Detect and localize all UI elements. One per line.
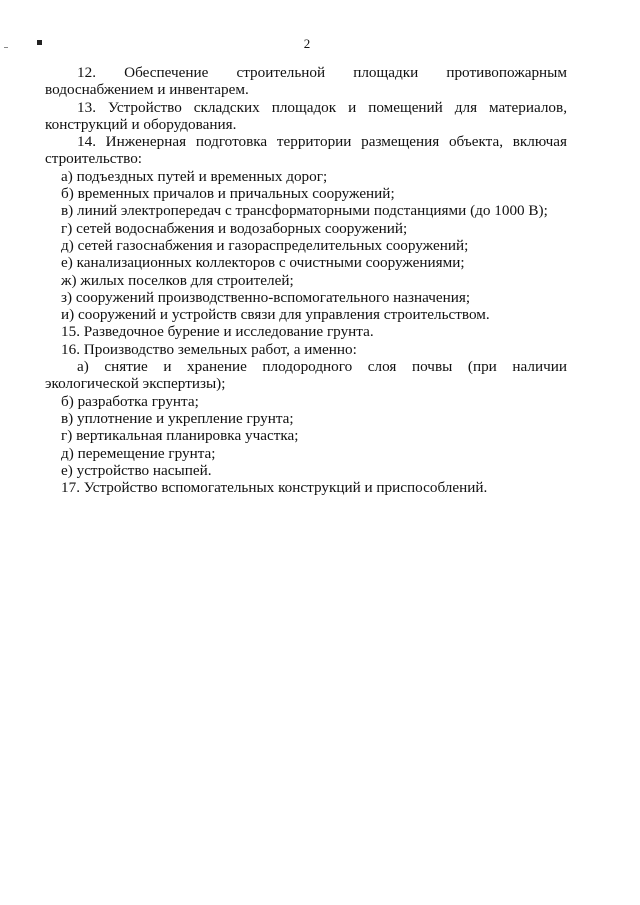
paragraph-17: 17. Устройство вспомогательных конструкций и приспособлений. — [61, 479, 488, 497]
list-item: е) канализационных коллекторов с очистными сооружениями; — [61, 254, 465, 272]
list-item: в) уплотнение и укрепление грунта; — [61, 409, 294, 427]
list-item: д) сетей газоснабжения и газораспределительных сооружений; — [61, 236, 469, 254]
list-item: и) сооружений и устройств связи для управления строительством. — [61, 306, 490, 324]
list-item: ж) жилых поселков для строителей; — [61, 271, 294, 289]
list-item: в) линий электропередач с трансформаторными подстанциями (до 1000 В); — [61, 202, 548, 220]
document-body — [45, 64, 567, 496]
list-item: б) временных причалов и причальных сооружений; — [61, 185, 395, 203]
list-item: б) разработка грунта; — [61, 392, 199, 410]
page-number: 2 — [303, 36, 311, 51]
paragraph-16: 16. Производство земельных работ, а именно: — [61, 340, 357, 358]
list-item: а) снятие и хранение плодородного слоя почвы (при наличии экологической экспертизы); — [45, 358, 567, 393]
paragraph-14: 14. Инженерная подготовка территории размещения объекта, включая строительство: — [45, 133, 567, 168]
list-item: е) устройство насыпей. — [61, 461, 212, 479]
list-item: з) сооружений производственно-вспомогательного назначения; — [61, 288, 471, 306]
paragraph-13: 13. Устройство складских площадок и помещений для материалов, конструкций и оборудования. — [45, 98, 567, 133]
list-item: г) сетей водоснабжения и водозаборных сооружений; — [61, 219, 408, 237]
paragraph-15: 15. Разведочное бурение и исследование грунта. — [61, 323, 374, 341]
list-item: г) вертикальная планировка участка; — [61, 427, 299, 445]
paragraph-12: 12. Обеспечение строительной площадки противопожарным водоснабжением и инвентарем. — [45, 64, 567, 99]
list-item: а) подъездных путей и временных дорог; — [61, 167, 328, 185]
list-item: д) перемещение грунта; — [61, 444, 216, 462]
